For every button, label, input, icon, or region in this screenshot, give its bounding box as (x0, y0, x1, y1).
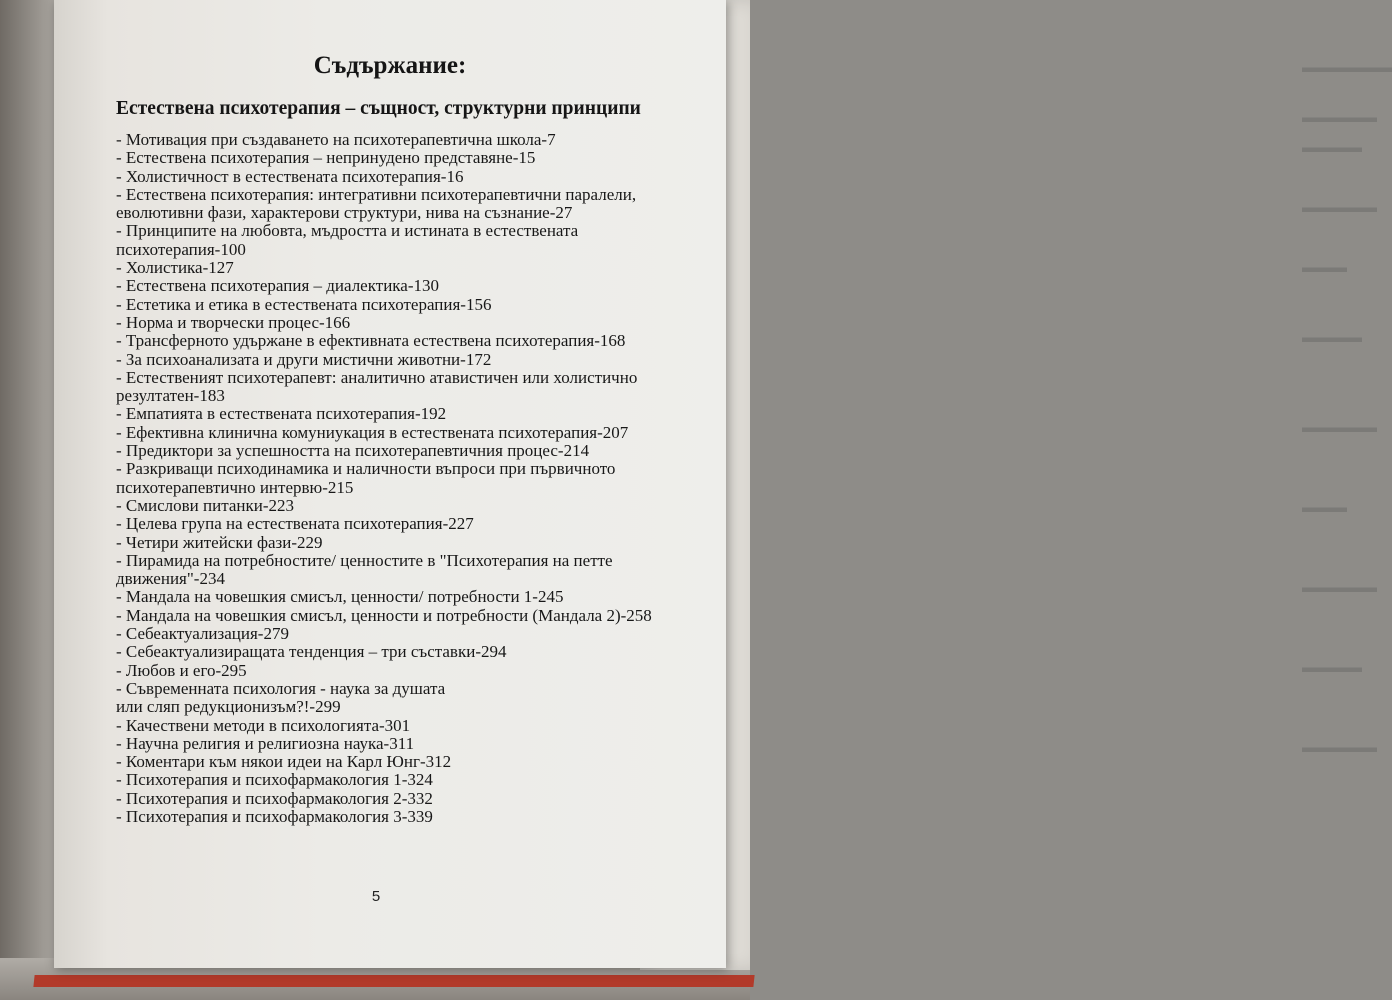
toc-line: - Мандала на човешкия смисъл, ценности/ потребности 1-245 (116, 587, 564, 607)
toc-line: резултатен-183 (116, 386, 225, 406)
toc-line: - Целева група на естествената психотерапия-227 (116, 514, 474, 534)
toc-line: - Любов и его-295 (116, 660, 247, 680)
underlying-page: ▬▬▬▬▬▬ ▬▬▬▬▬ ▬▬▬▬ ▬▬▬▬▬ ▬▬▬ ▬▬▬▬ ▬▬▬▬▬ ▬▬▬ ▬▬▬▬▬ ▬▬▬▬ ▬▬▬▬▬ (640, 0, 750, 970)
toc-line: - Разкриващи психодинамика и наличности въпроси при първичното (116, 459, 616, 479)
toc-line: - Смислови питанки-223 (116, 495, 295, 515)
toc-line: - Естетика и етика в естествената психотерапия-156 (116, 294, 492, 314)
toc-line: - Предиктори за успешността на психотерапевтичния процес-214 (116, 441, 590, 461)
toc-line: - Пирамида на потребностите/ ценностите в "Психотерапия на петте (116, 550, 613, 570)
toc-line: - Психотерапия и психофармакология 2-332 (116, 788, 433, 808)
toc-line: - Коментари към някои идеи на Карл Юнг-312 (116, 752, 452, 772)
toc-line: - Психотерапия и психофармакология 1-324 (116, 770, 433, 790)
toc-line: - Себеактуализация-279 (116, 624, 289, 644)
toc-line: психотерапия-100 (116, 239, 246, 259)
toc-line: - Мотивация при създаването на психотерапевтична школа-7 (116, 130, 556, 149)
toc-line: - Себеактуализиращата тенденция – три съставки-294 (116, 642, 507, 662)
toc-line: еволютивни фази, характерови структури, нива на съзнание-27 (116, 203, 573, 223)
toc-line: - Научна религия и религиозна наука-311 (116, 733, 415, 753)
toc-line: - Естествена психотерапия – диалектика-130 (116, 276, 439, 296)
toc-line: - Естествена психотерапия – непринудено представяне-15 (116, 148, 536, 168)
toc-line: - Естествена психотерапия: интегративни психотерапевтични паралели, (116, 184, 637, 204)
toc-line: движения"-234 (116, 569, 225, 589)
toc-line: - Ефективна клинична комуниукация в естествената психотерапия-207 (116, 422, 629, 442)
toc-line: - Емпатията в естествената психотерапия-192 (116, 404, 447, 424)
book-cover-edge (33, 975, 754, 987)
toc-line: - За психоанализата и други мистични животни-172 (116, 349, 492, 369)
toc-line: - Трансферното удържане в ефективната естествена психотерапия-168 (116, 331, 626, 351)
toc-line: - Четири житейски фази-229 (116, 532, 323, 552)
toc-line: - Качествени методи в психологията-301 (116, 715, 411, 735)
page-number: 5 (371, 888, 381, 905)
toc-line: - Холистика-127 (116, 258, 234, 278)
toc-line: - Холистичност в естествената психотерапия-16 (116, 166, 464, 186)
section-heading: Естествена психотерапия – същност, структурни принципи (116, 98, 641, 119)
toc-line: психотерапевтично интервю-215 (116, 477, 354, 497)
toc-line: - Естественият психотерапевт: аналитично атавистичен или холистично (116, 367, 638, 387)
toc-line: - Психотерапия и психофармакология 3-339 (116, 806, 433, 826)
toc-line: - Съвременната психология - наука за душата (116, 678, 446, 698)
toc-line: - Мандала на човешкия смисъл, ценности и потребности (Мандала 2)-258 (116, 605, 652, 625)
toc-line: или сляп редукционизъм?!-299 (116, 697, 341, 717)
table-of-contents (116, 131, 716, 826)
page-title: Съдържание: (313, 52, 467, 79)
toc-line: - Норма и творчески процес-166 (116, 312, 351, 332)
toc-line: - Принципите на любовта, мъдростта и истината в естествената (116, 221, 579, 241)
document-page (54, 0, 726, 968)
